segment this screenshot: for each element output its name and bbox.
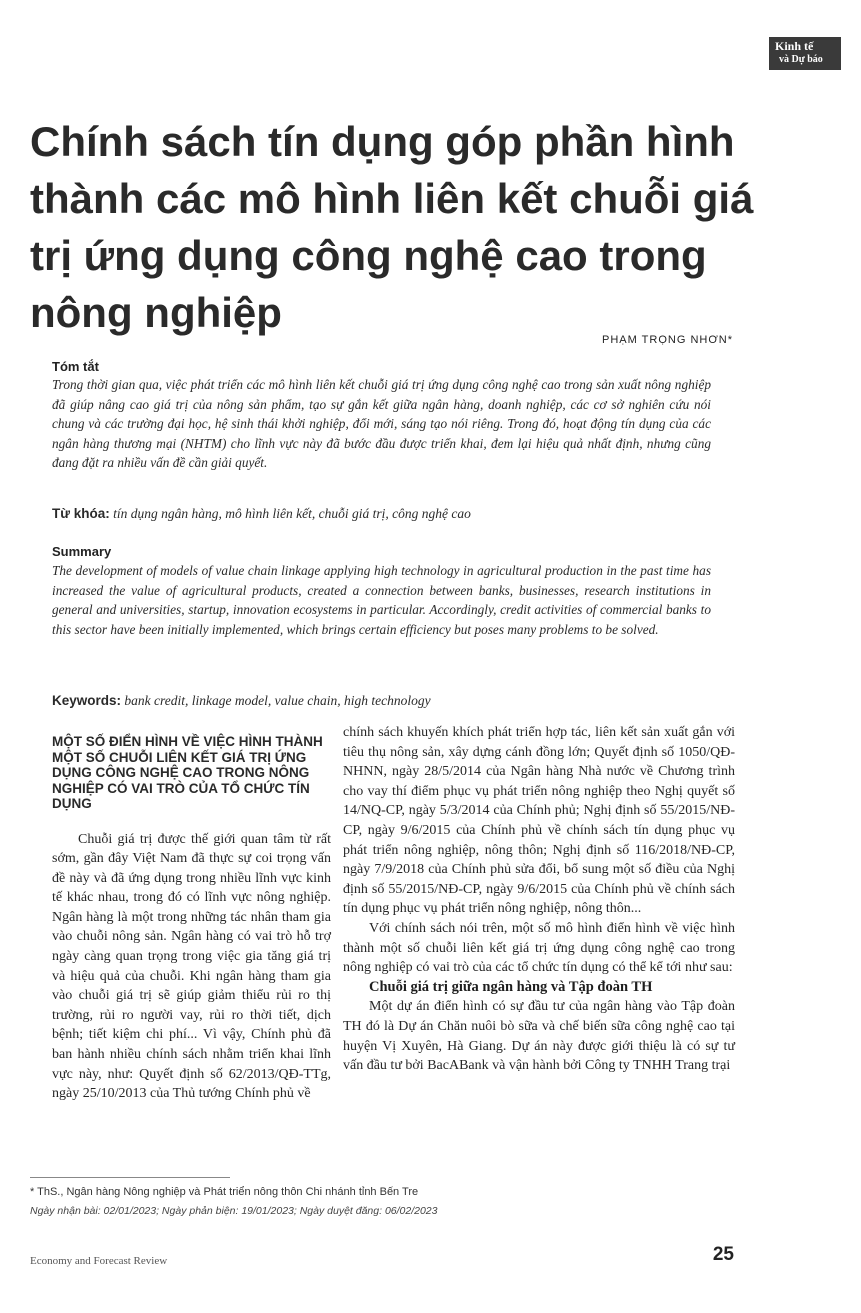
submission-dates: Ngày nhận bài: 02/01/2023; Ngày phản biện: 19/01/2023; Ngày duyệt đăng: 06/02/2023	[30, 1205, 438, 1217]
right-subheading: Chuỗi giá trị giữa ngân hàng và Tập đoàn TH	[369, 978, 653, 995]
journal-name: Economy and Forecast Review	[30, 1255, 168, 1267]
body-right-column	[343, 723, 735, 1076]
abstract-vi-text: Trong thời gian qua, việc phát triển các mô hình liên kết chuỗi giá trị ứng dụng công nghệ cao trong sản xuất nông nghiệp đã giúp nâng cao giá trị của nông sản phẩm, tạo sự gắn kết giữa ngân hàng, doanh nghiệp, các cơ sở nghiên cứu nói chung và các trường đại học, hệ sinh thái khởi nghiệp, đổi mới, sáng tạo nói riêng. Trong đó, hoạt động tín dụng của các ngân hàng thương mại (NHTM) cho lĩnh vực này đã bước đầu được triển khai, đem lại hiệu quả nhất định, nhưng cũng đang đặt ra nhiều vấn đề cần giải quyết.	[52, 377, 711, 470]
article-author: PHẠM TRỌNG NHƠN*	[602, 334, 733, 346]
abstract-en-heading: Summary	[52, 544, 112, 559]
keywords-en-label: Keywords:	[52, 693, 122, 708]
footnote-divider	[30, 1177, 230, 1178]
keywords-vi	[52, 506, 471, 522]
abstract-en-text: The development of models of value chain linkage applying high technology in agricultural production in the past time has increased the value of agricultural products, created a connection between banks, businesses, research institutions in general and universities, startup, innovation ecosystems in particular. Accordingly, credit activities of commercial banks to this sector have been initially implemented, which brings certain efficiency but poses many problems to be solved.	[52, 563, 711, 637]
journal-logo	[769, 37, 841, 70]
right-paragraph-1: chính sách khuyến khích phát triển hợp tác, liên kết sản xuất gắn với tiêu thụ nông sản, xây dựng cánh đồng lớn; Quyết định số 1050/QĐ-NHNN, ngày 28/5/2014 của Ngân hàng Nhà nước về Chương trình cho vay thí điểm phục vụ phát triển nông nghiệp theo Nghị quyết số 14/NQ-CP, ngày 5/3/2014 của Chính phủ; Nghị định số 55/2015/NĐ-CP, ngày 9/6/2015 của Chính phủ về chính sách tín dụng phục vụ phát triển nông nghiệp, nông thôn; Nghị định số 116/2018/NĐ-CP, ngày 7/9/2018 của Chính phủ sửa đổi, bổ sung một số điều của Nghị định số 55/2015/NĐ-CP, ngày 9/6/2015 của Chính phủ về chính sách tín dụng phục vụ phát triển nông nghiệp, nông thôn...	[343, 725, 735, 917]
keywords-en-text: bank credit, linkage model, value chain, high technology	[124, 693, 431, 708]
page-number: 25	[712, 1244, 734, 1265]
logo-line-2: và Dự báo	[779, 54, 823, 65]
author-footnote: * ThS., Ngân hàng Nông nghiệp và Phát triển nông thôn Chi nhánh tỉnh Bến Tre	[30, 1186, 419, 1198]
left-paragraph: Chuỗi giá trị được thế giới quan tâm từ rất sớm, gần đây Việt Nam đã thực sự coi trọng vấn đề này và đã ứng dụng trong nhiều lĩnh vực kinh tế khác nhau, trong đó có lĩnh vực nông nghiệp. Ngân hàng là một trong những tác nhân tham gia vào chuỗi nông sản. Ngân hàng có vai trò hỗ trợ ngày càng quan trọng trong việc gia tăng giá trị và hiệu quả của chuỗi. Khi ngân hàng tham gia vào chuỗi giá trị sẽ giúp giảm thiểu rủi ro thị trường, rủi ro người vay, rủi ro thời tiết, dịch bệnh; tiết kiệm chi phí... Vì vậy, Chính phủ đã ban hành nhiều chính sách nhằm triển khai lĩnh vực này, như: Quyết định số 62/2013/QĐ-TTg, ngày 25/10/2013 của Thủ tướng Chính phủ về	[52, 831, 331, 1102]
keywords-vi-label: Từ khóa:	[52, 506, 110, 521]
right-paragraph-3: Một dự án điển hình có sự đầu tư của ngân hàng vào Tập đoàn TH đó là Dự án Chăn nuôi bò sữa và chế biến sữa công nghệ cao tại huyện Vị Xuyên, Hà Giang. Dự án này được giới thiệu là có sự tư vấn đầu tư bởi BacABank và vận hành bởi Công ty TNHH Trang trại	[343, 999, 735, 1074]
body-left-column	[52, 734, 331, 1104]
section-heading: MỘT SỐ ĐIỂN HÌNH VỀ VIỆC HÌNH THÀNH MỘT SỐ CHUỖI LIÊN KẾT GIÁ TRỊ ỨNG DỤNG CÔNG NGHỆ CAO TRONG NÔNG NGHIỆP CÓ VAI TRÒ CỦA TỔ CHỨC TÍN DỤNG	[52, 734, 323, 811]
article-title: Chính sách tín dụng góp phần hình thành các mô hình liên kết chuỗi giá trị ứng dụng công nghệ cao trong nông nghiệp	[30, 118, 754, 336]
keywords-en	[52, 693, 431, 709]
right-paragraph-2: Với chính sách nói trên, một số mô hình điển hình về việc hình thành một số chuỗi liên kết giá trị ứng dụng công nghệ cao trong nông nghiệp có vai trò của các tổ chức tín dụng có thể kể tới như sau:	[343, 920, 735, 976]
abstract-vi-heading: Tóm tắt	[52, 359, 99, 374]
logo-line-1: Kinh tế	[775, 39, 814, 53]
keywords-vi-text: tín dụng ngân hàng, mô hình liên kết, chuỗi giá trị, công nghệ cao	[113, 506, 471, 521]
